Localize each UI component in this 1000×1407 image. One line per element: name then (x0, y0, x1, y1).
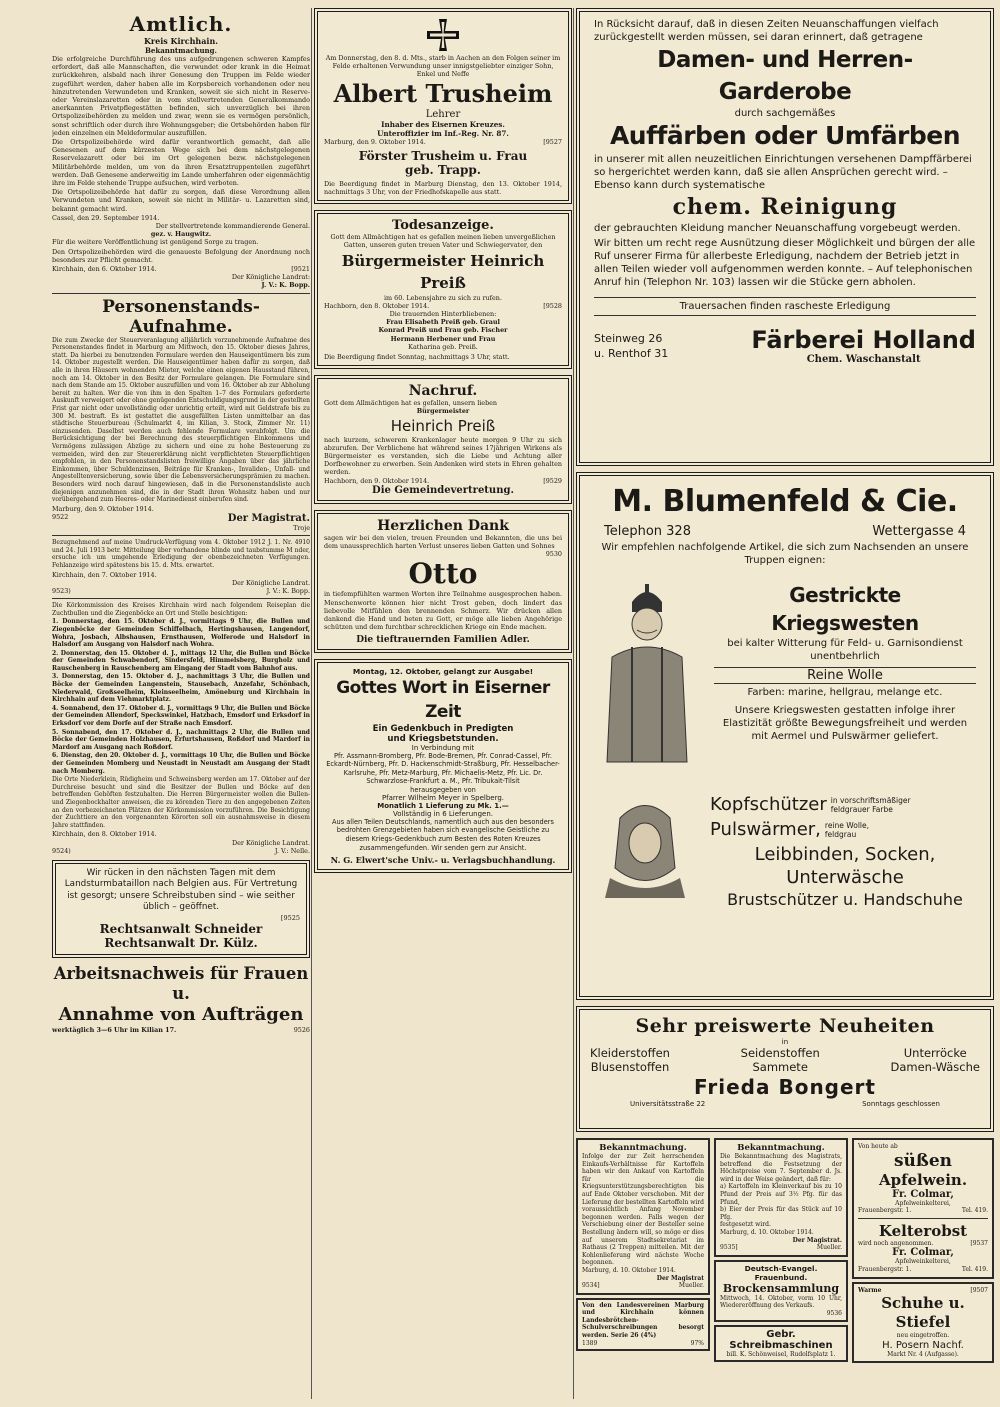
text-block: Die Orte Niederklein, Rüdigheim und Schweinsberg werden am 17. Oktober auf der Durchreise besucht und sind die Besitzer der Bullen und Böcke auf den betreffenden Gehöften festzuhalten. Die Herren Bürgermeister wollen die Bullen- und Ziegenbockhalter anweisen, die zu körenden Tiere zu den angegebenen Zeiten an den vorbezeichneten Plätzen der Körkommission vorzuführen. Die Besichtigung der Zuchttiere an den vorgenannten Körorten soll ein ausnahmsweise in diesem Jahre stattfinden. (52, 776, 310, 829)
nachruf-notice: Nachruf. Gott dem Allmächtigen hat es gefallen, unsern lieben Bürgermeister Heinrich Preiß nach kurzem, schwerem Krankenlager heute morgen 9 Uhr zu sich abzurufen. Der Verblichene hat während seines 17jährigen Wirkens als Bürgermeister es verstanden, sich die Liebe und Achtung aller Dorfbewohner zu erwerben. Sein Andenken wird stets in Ehren gehalten werden. Hachborn, den 9. Oktober 1914. [9529 Die Gemeindevertretung. (314, 375, 572, 504)
column-2 (314, 8, 572, 1399)
iron-cross-icon (324, 18, 562, 52)
hooded-head-illustration (600, 798, 690, 898)
text-block: Der stellvertretende kommandierende General. (155, 222, 310, 231)
frauenbund-ad: Deutsch-Evangel. Frauenbund. Brockensammlung Mittwoch, 14. Oktober, vorm 10 Uhr, Wiedereröffnung des Verkaufs. 9536 (714, 1260, 848, 1322)
arbeit-line-1: Arbeitsnachweis für Frauen u. (53, 963, 309, 1003)
text-block: Die Ortspolizeibehörde hat dafür zu sorgen, daß diese Verordnung allen Verwundeten und Kranken, soweit sie nicht in Militär- u. Lazaretten sind, bekannt gemacht wird. (52, 188, 310, 213)
blumenfeld-items: Kopfschützer in vorschriftsmäßiger feldgrauer Farbe Pulswärmer, reine Wolle, feldgrau Leibbinden, Socken, Unterwäsche Brustschützer u. Handschuhe (710, 794, 963, 909)
text-block: Für die weitere Veröffentlichung ist genügend Sorge zu tragen. (52, 238, 259, 247)
date-line: Kirchhain, den 8. Oktober 1914. (52, 830, 157, 839)
column-3 (576, 8, 994, 1399)
schuhe-ad: Warme [9507 Schuhe u. Stiefel neu eingetroffen. H. Posern Nachf. Markt Nr. 4 (Aufgasse). (852, 1282, 994, 1364)
korung-item: 3. Donnerstag, den 15. Oktober d. J., nachmittags 3 Uhr, die Bullen und Böcke der Gemeinden Langenstein, Stausebach, Anzefahr, Schönbach, Niederwald, Großseelheim, Kleinseelheim, Amöneburg und Kirchhain in Kirchhain auf dem Viehmarktplatz. (52, 673, 310, 704)
bek-heading: Bekanntmachung. (145, 46, 217, 55)
kartoffel-notice-2: Bekanntmachung. Die Bekanntmachung des Magistrats, betreffend die Festsetzung der Höchstpreise vom 7. September d. Js. wird in der Weise geändert, daß für: a) Kartoffeln im Kleinverkauf bis zu 10 Pfund der Preis auf 3½ Pfg. für das Pfund, b) Eier der Preis für das Stück auf 10 Pfg. festgesetzt wird. Marburg, d. 10. Oktober 1914. Der Magistrat. 9535] Mueller. (714, 1138, 848, 1257)
korung-item: 2. Donnerstag, den 15. Oktober d. J., mittags 12 Uhr, die Bullen und Böcke der Gemeinden Schwabendorf, Sindersfeld, Himmelsberg, Burgholz und Rauschenberg in Rauschenberg am Eingang der Stadt vom Bahnhof aus. (52, 649, 310, 672)
faerberei-holland-ad: In Rücksicht darauf, daß in diesen Zeiten Neuanschaffungen vielfach zurückgestellt werden müssen, sei daran erinnert, daß getragene Damen- und Herren-Garderobe durch sachgemäßes Auffärben oder Umfärben in unserer mit allen neuzeitlichen Einrichtungen versehenen Dampffärberei so hergerichtet werden kann, daß sie allen Ansprüchen gerecht wird. – Ebenso kann durch systematische chem. Reinigung der gebrauchten Kleidung mancher Neuanschaffung vorgebeugt werden. Wir bitten um recht rege Ausnützung dieser Möglichkeit und bürgen der alle Ruf unserer Firma für allerbeste Erledigung, nachdem der Betrieb jetzt in allen Teilen wieder voll aufgenommen werden konnte. – Auf telephonischen Anruf hin (Telephon Nr. 103) lassen wir die Stücke gern abholen. Trauersachen finden rascheste Erledigung Steinweg 26 u. Renthof 31 Färberei Holland Chem. Waschanstalt (576, 8, 994, 466)
column-rule (573, 8, 574, 1399)
blumenfeld-ad: M. Blumenfeld & Cie. Telephon 328 Wettergasse 4 Wir empfehlen nachfolgende Artikel, die sich zum Nachsenden an unsere Truppen eignen: Gestrickte Kriegswesten bei kalter Witterung für Feld- u. Garnisondienst unentbehrlich Reine Wolle Farben: marine, hellgrau, melange etc. Unsere Kriegswesten gestatten infolge ihrer Elastizität größte Bewegungsfreiheit und werden mit Aermel und Pulswärmer geliefert. Kopfschützer in vorschriftsmäßiger feldgrauer Farbe Pulswärmer, reine Wolle, feldgrau Leibbinden, Socken, Unterwäsche Brustschützer u. Handschuhe (576, 472, 994, 1000)
soldier-illustration (592, 582, 702, 772)
landesverein-notice: Von den Landesvereinen Marburg und Kirchhain können Landesbrötchen-Schulverschreibungen besorgt werden. Serie 26 (4%) 1389 97% (576, 1298, 710, 1352)
colmar-ad: Von heute ab süßen Apfelwein. Fr. Colmar, Apfelweinkelterei, Frauenbergstr. 1. Tel. 419. Kelterobst wird noch angenommen. [9537 Fr. Colmar, Apfelweinkelterei, Frauenbergstr. 1. Tel. 419. (852, 1138, 994, 1279)
korung-item: 4. Sonnabend, den 17. Oktober d. J., vormittags 9 Uhr, die Bullen und Böcke der Gemeinden Allendorf, Speckswinkel, Hatzbach, Emsdorf und Erksdorf in Erksdorf vor dem Dorfe auf der Straße nach Emsdorf. (52, 704, 310, 728)
column-rule (311, 8, 312, 1399)
kartoffel-notice-1: Bekanntmachung. Infolge der zur Zeit herrschenden Einkaufs-Verhältnisse für Kartoffeln haben wir den Ankauf von Kartoffeln für die Kriegsunterstützungsberechtigten bis auf Ende Oktober verschoben. Mit der Lieferung der bestellten Kartoffeln wird voraussichtlich Anfang November begonnen werden. Falls wegen der Verschiebung einer der Besteller seine Bestellung ändern will, so möge er dies auf unserem Stadtsekretariat im Rathaus (2 Treppen) mitteilen. Mit der Kohlenlieferung wird nächste Woche begonnen. Marburg, d. 10. Oktober 1914. Der Magistrat 9534] Mueller. (576, 1138, 710, 1295)
text-block: Die erfolgreiche Durchführung des uns aufgedrungenen schweren Kampfes erfordert, daß alle Mannschaften, die verwundet oder krank in die Heimat zurückkehren, alsbald nach ihrer Genesung den Truppen im Felde wieder zugeführt werden, daher haben alle im Korpsbereich vorhandenen oder neu hinzutretenden Verwundeten und Kranken, soweit sie sich nicht in Reserve- oder Vereinslazaretten oder in vom stellvertretenden Generalkommando anerkannten Privatpflegestätten befinden, sich unverzüglich bei ihren Ortspolizeibehörden zu melden und zwar, wenn sie es vermögen persönlich, sonst schriftlich oder durch ihre Wohnungsgeber; die Ortsbehörden haben für jeden einzelnen ein Meldeformular auszufüllen. (52, 55, 310, 137)
text-block: Die Ortspolizeibehörde wird dafür verantwortlich gemacht, daß alle Genesenen auf dem kürzesten Wege sich bei dem nächstgelegenen Reservelazarett oder bei im Ort gelegenen bezw. nächstgelegenen Militärbehörde melden, um von da ihren Ersatztruppenteilen zugeführt werden. Daß Genesene anderweitig im Lande umherfahren oder eigenmächtig ihre im Felde stehende Truppe aufsuchen, wird verboten. (52, 138, 310, 188)
signature: J. V.: K. Bopp. (261, 281, 310, 290)
text-block: Bezugnehmend auf meine Umdruck-Verfügung vom 4. Oktober 1912 J. 1. Nr. 4910 und 24. Juli 1913 betr. Mitteilung über vorhandene blinde und taubstumme M nder, ersuche ich um umgehende Erledigung der obenbezeichneten Verfügungen. Fehlanzeige wird spätestens bis 15. d. Mts. erwartet. (52, 539, 310, 569)
trusheim-notice: Am Donnerstag, den 8. d. Mts., starb in Aachen an den Folgen seiner im Felde erhaltenen Verwundung unser innigstgeliebter einziger Sohn, Enkel und Neffe Albert Trusheim Lehrer Inhaber des Eisernen Kreuzes. Unteroffizier im Inf.-Reg. Nr. 87. Marburg, den 9. Oktober 1914. [9527 Förster Trusheim u. Frau geb. Trapp. Die Beerdigung findet in Marburg Dienstag, den 13. Oktober 1914, nachmittags 3 Uhr, von der Friedhofskapelle aus statt. (314, 8, 572, 204)
bottom-col-3 (852, 1138, 994, 1369)
date-line: Kirchhain, den 6. Oktober 1914. [9521 (52, 265, 310, 274)
bongert-ad: Sehr preiswerte Neuheiten in Kleiderstoffen Blusenstoffen Seidenstoffen Sammete Unterröcke Damen-Wäsche Frieda Bongert Universitätsstraße 22 Sonntags geschlossen (576, 1006, 994, 1132)
amtlich-title: Amtlich. (129, 12, 233, 36)
date-line: Marburg, den 9. Oktober 1914. (52, 504, 154, 513)
korung-item: 1. Donnerstag, den 15. Oktober d. J., vormittags 9 Uhr, die Bullen und Ziegenböcke der Gemeinden Schiffelbach, Hertingshausen, Langendorf, Wohra, Josbach, Albshausen, Ernsthausen, Wolferode und Halsdorf in Halsdorf am Ausgang von Halsdorf nach Wohra. (52, 618, 310, 649)
korung-item: 5. Sonnabend, den 17. Oktober d. J., nachmittags 2 Uhr, die Bullen und Böcke der Gemeinden Holzhausen, Erfurtshausen, Roßdorf und Mardorf in Mardorf am Ausgang nach Roßdorf. (52, 728, 310, 751)
text-block: Die Körkommission des Kreises Kirchhain wird nach folgendem Reiseplan die Zuchtbullen und die Ziegenböcke an Ort und Stelle besichtigen: (52, 602, 310, 617)
arbeit-line-2: Annahme von Aufträgen (58, 1003, 304, 1025)
date-line: Kirchhain, den 7. Oktober 1914. (52, 570, 157, 579)
arbeit-line-3: werktäglich 3—6 Uhr im Kilian 17. 9526 (52, 1025, 310, 1034)
text-block: Die zum Zwecke der Steuerveranlagung alljährlich vorzunehmende Aufnahme des Personenstandes findet in Marburg am Mittwoch, den 15. Oktober dieses Jahres, statt. Da hierbei zu benutzenden Formulare werden den Hauseigentümern bis zum 14. Oktober zugestellt werden. Die Hauseigentümer haben dafür zu sorgen, daß alle in ihren Häusern wohnenden Mieter, welche einen eigenen Hausstand führen, noch am 14. Oktober in den Besitz der Formulare gelangen. Die Formulare sind nach dem Stande am 15. Oktober auszufüllen und vom 16. Oktober ab zur Abholung bereit zu halten. Wer die von ihm in den Spalten 1–7 des Formulars geforderte Auskunft verweigert oder ohne genügenden Entschuldigungsgrund in der gestellten Frist gar nicht oder unvollständig oder unrichtig erteilt, wird mit Geldstrafe bis zu 300 M. bestraft. Es ist gestattet die ausgefüllten Listen unmittelbar an das städtische Steuerbureau (Schulmarkt 4, im Kilian, 3. Stock, Zimmer Nr. 11) einzusenden. Daselbst werden auch fehlende Formulare verabfolgt. Um die Berücksichtigung der bei Berechnung des steuerpflichtigen Einkommens und Vermögens zulässigen Abzüge zu sichern und eine zu hohe Besteuerung zu vermeiden, wird den zur Steuererklärung nicht verpflichteten Steuerpflichtigen empfohlen, in den Personenstandslisten freiwillige Angaben über das jährliche Einkommen, über Schuldenzinsen, Beiträge für Kranken-, Invaliden-, Unfall- und Angestelltenversicherung, sowie über die Lebensversicherungsprämien zu machen. Besonders wird noch darauf hingewiesen, daß in die Personenstandsliste auch diejenigen anzunehmen sind, die in der Stadt ihren Wohnsitz haben und nur vorübergehend zum Heeres- oder Marinedienst einberufen sind. (52, 336, 310, 504)
bottom-col-2 (714, 1138, 848, 1369)
korung-item: 6. Dienstag, den 20. Oktober d. J., vormittags 10 Uhr, die Bullen und Böcke der Gemeinden Momberg und Neustadt in Neustadt am Ausgang der Stadt nach Momberg. (52, 752, 310, 775)
schreibmaschinen-ad: Gebr. Schreibmaschinen bill. K. Schönweisel, Rudolfsplatz 1. (714, 1325, 848, 1363)
sig-line: 9524) J. V.: Nelle. (52, 846, 310, 855)
signature: gez. v. Haugwitz. (150, 230, 212, 239)
dank-notice: Herzlichen Dank sagen wir bei den vielen, treuen Freunden und Bekannten, die uns bei dem unaussprechlich harten Verlust unseres lieben Gatten und Sohnes 9530 Otto in tiefempfühlten warmen Worten ihre Teilnahme ausgesprochen haben. Menschenworte können hier nicht Trost geben, doch lindert das liebevolle Mitfühlen den brennenden Schmerz. Wir drücken allen dankend die Hand und beten zu Gott, er möge alle lieben Angehörige schützen und dem furchtbar schrecklichen Kriege ein Ende machen. Die tieftrauernden Familien Adler. (314, 510, 572, 653)
text-block: Der Königliche Landrat. (231, 578, 310, 587)
text-block: Den Ortspolizeibehörden wird die genaueste Befolgung der Anordnung noch besonders zur Pflicht gemacht. (52, 247, 310, 264)
preiss-todesanzeige: Todesanzeige. Gott dem Allmächtigen hat es gefallen meinen lieben unvergeßlichen Gatten, unseren guten treuen Vater und Schwiegervater, den Bürgermeister Heinrich Preiß im 60. Lebensjahre zu sich zu rufen. Hachborn, den 8. Oktober 1914. [9528 Die trauernden Hinterbliebenen: Frau Elisabeth Preiß geb. Graul Konrad Preiß und Frau geb. Fischer Hermann Herbener und Frau Katharina geb. Preiß. Die Beerdigung findet Sonntag, nachmittags 3 Uhr, statt. (314, 210, 572, 369)
schneider-ad: Wir rücken in den nächsten Tagen mit dem Landsturmbataillon nach Belgien aus. Für Vertretung ist gesorgt; unsere Schreibstuben sind – wie seither üblich – geöffnet. [9525 Rechtsanwalt Schneider Rechtsanwalt Dr. Külz. (52, 860, 310, 958)
text-block: Der Königliche Landrat. (231, 838, 310, 847)
gottes-wort-ad: Montag, 12. Oktober, gelangt zur Ausgabe! Gottes Wort in Eiserner Zeit Ein Gedenkbuch in Predigten und Kriegsbetstunden. In Verbindung mit Pfr. Assmann-Bromberg, Pfr. Bode-Bremen, Pfr. Conrad-Cassel, Pfr. Eckardt-Nürnberg, Pfr. D. Hackenschmidt-Straßburg, Pfr. Hesselbacher-Karlsruhe, Pfr. Metz-Marburg, Pfr. Michaelis-Metz, Pfr. Lic. Dr. Schwarzlose-Frankfurt a. M., Pfr. Tribukait-Tilsit herausgegeben von Pfarrer Wilhelm Meyer in Spelberg. Monatlich 1 Lieferung zu Mk. 1.— Vollständig in 6 Lieferungen. Aus allen Teilen Deutschlands, namentlich auch aus den besonders bedrohten Grenzgebieten haben sich evangelische Geistliche zu diesem Kriegs-Gedenkbuch zum Besten des Roten Kreuzes zusammengefunden. Wir senden gern zur Ansicht. N. G. Elwert'sche Univ.- u. Verlagsbuchhandlung. (314, 659, 572, 874)
sig-line: 9523) J. V.: K. Bopp. (52, 586, 310, 595)
text-block: Der Königliche Landrat: (231, 273, 310, 282)
bottom-col-1 (576, 1138, 710, 1369)
kreis-heading: Kreis Kirchhain. (143, 36, 219, 46)
bottom-ads (576, 1138, 994, 1369)
pa-title: Personenstands-Aufnahme. (102, 296, 260, 337)
column-1 (52, 8, 310, 1399)
text-block: Cassel, den 29. September 1914. (52, 213, 160, 222)
sig-line: 9522 Der Magistrat. (52, 512, 310, 524)
signature: Troje (293, 523, 310, 532)
